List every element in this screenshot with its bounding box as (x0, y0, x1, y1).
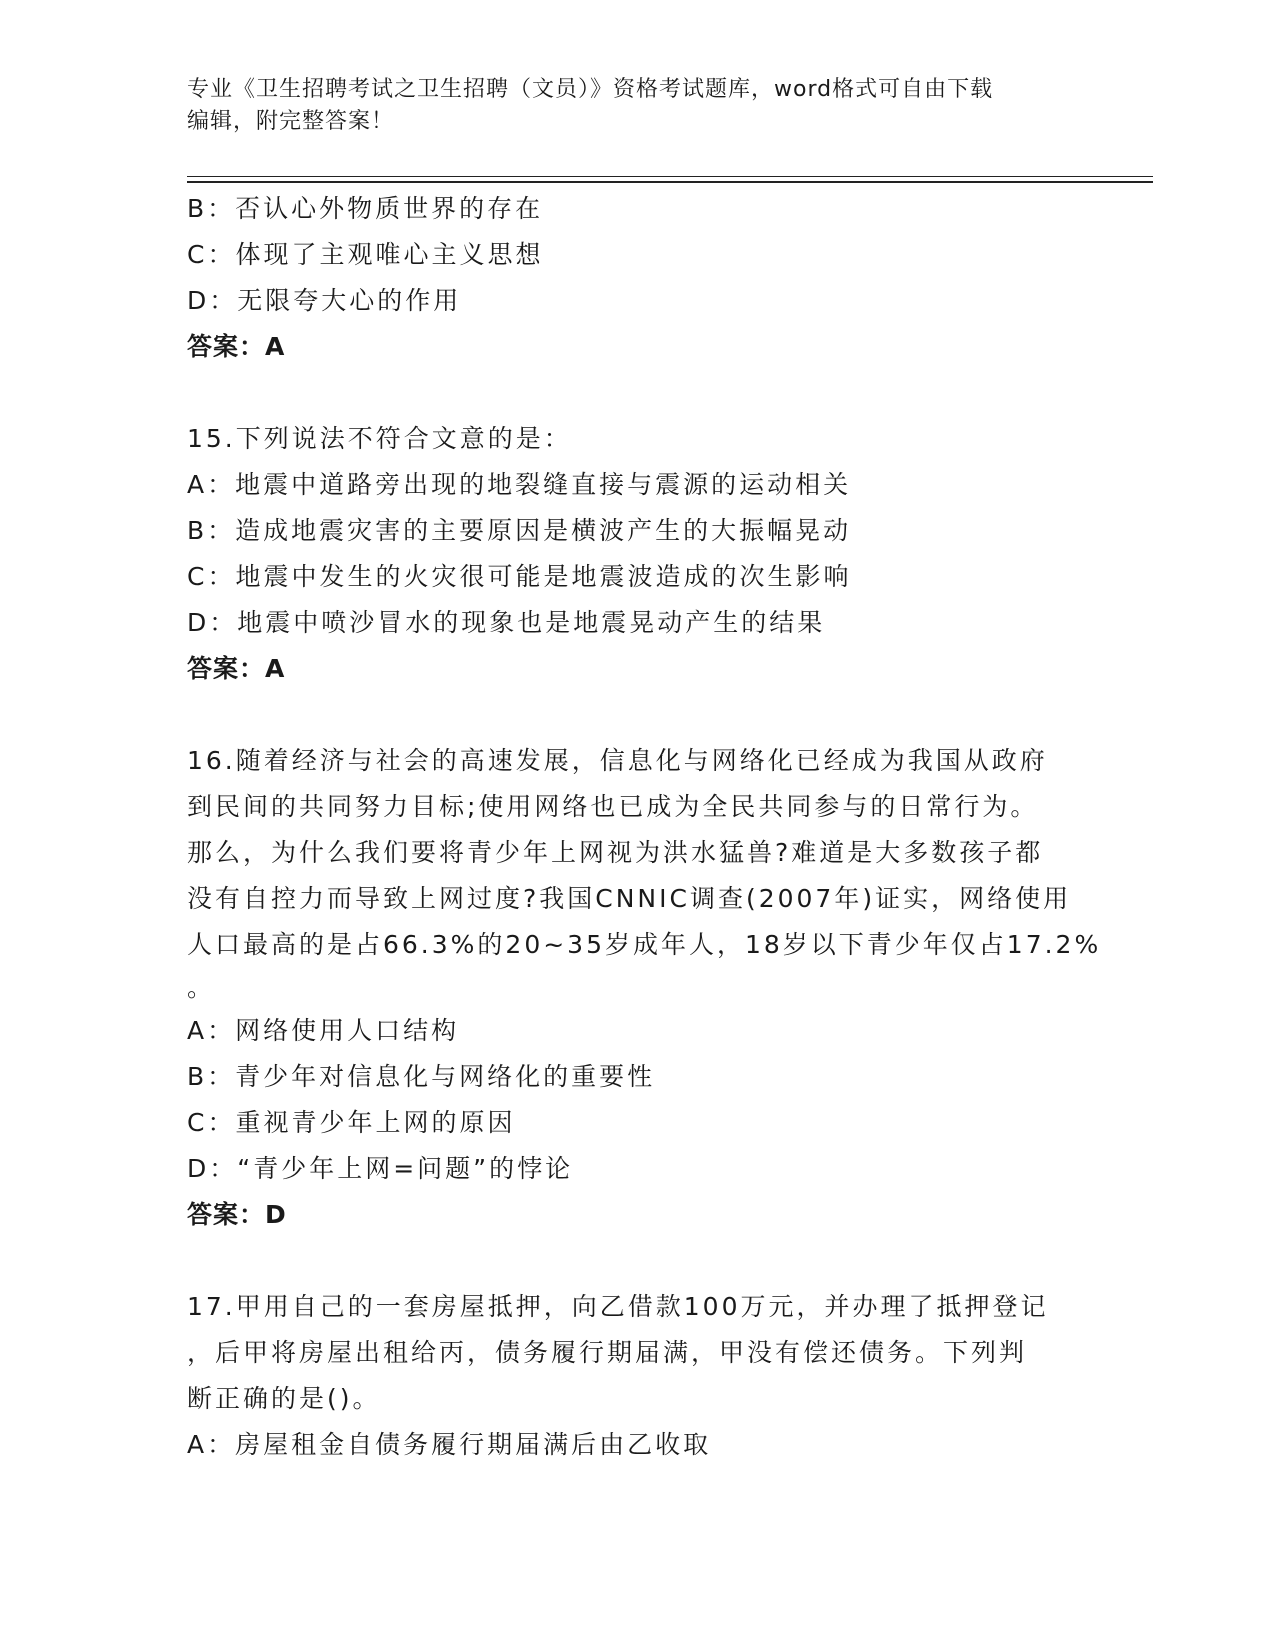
header-rule-thin (187, 176, 1153, 177)
option-a: A：地震中道路旁出现的地裂缝直接与震源的运动相关 (187, 470, 852, 499)
question-stem-line: 17.甲用自己的一套房屋抵押，向乙借款100万元，并办理了抵押登记 (187, 1292, 1049, 1321)
header-rule-thick (187, 181, 1153, 183)
question-14-tail (187, 186, 1087, 370)
spacer (187, 692, 1087, 738)
header-line-1: 专业《卫生招聘考试之卫生招聘（文员）》资格考试题库，word格式可自由下载 (187, 77, 994, 102)
answer: 答案：A (187, 654, 286, 683)
question-stem-line: 。 (187, 973, 216, 1002)
option-a: A：房屋租金自债务履行期届满后由乙收取 (187, 1430, 712, 1459)
answer: 答案：A (187, 332, 286, 361)
question-stem-line: ，后甲将房屋出租给丙，债务履行期届满，甲没有偿还债务。下列判 (187, 1338, 1028, 1367)
question-stem-line: 断正确的是()。 (187, 1384, 381, 1413)
option-c: C：体现了主观唯心主义思想 (187, 240, 544, 269)
question-stem-line: 16.随着经济与社会的高速发展，信息化与网络化已经成为我国从政府 (187, 746, 1048, 775)
question-stem: 15.下列说法不符合文意的是： (187, 424, 572, 453)
question-content (187, 186, 1102, 1468)
option-d: D：地震中喷沙冒水的现象也是地震晃动产生的结果 (187, 608, 826, 637)
spacer (187, 1238, 1087, 1284)
option-c: C：重视青少年上网的原因 (187, 1108, 516, 1137)
option-a: A：网络使用人口结构 (187, 1016, 460, 1045)
answer: 答案：D (187, 1200, 287, 1229)
option-d: D：“青少年上网=问题”的悖论 (187, 1154, 574, 1183)
option-b: B：造成地震灾害的主要原因是横波产生的大振幅晃动 (187, 516, 852, 545)
question-stem-line: 没有自控力而导致上网过度?我国CNNIC调查(2007年)证实，网络使用 (187, 884, 1072, 913)
question-stem-line: 那么，为什么我们要将青少年上网视为洪水猛兽?难道是大多数孩子都 (187, 838, 1044, 867)
spacer (187, 370, 1087, 416)
option-b: B：青少年对信息化与网络化的重要性 (187, 1062, 656, 1091)
question-stem-line: 到民间的共同努力目标;使用网络也已成为全民共同参与的日常行为。 (187, 792, 1039, 821)
option-c: C：地震中发生的火灾很可能是地震波造成的次生影响 (187, 562, 852, 591)
option-b: B：否认心外物质世界的存在 (187, 194, 544, 223)
question-17 (187, 1284, 1087, 1468)
question-stem-line: 人口最高的是占66.3%的20~35岁成年人，18岁以下青少年仅占17.2% (187, 930, 1102, 959)
question-15 (187, 416, 1087, 692)
header-line-2: 编辑，附完整答案！ (187, 109, 395, 134)
question-16 (187, 738, 1102, 1238)
option-d: D：无限夸大心的作用 (187, 286, 462, 315)
document-header (187, 74, 1087, 138)
